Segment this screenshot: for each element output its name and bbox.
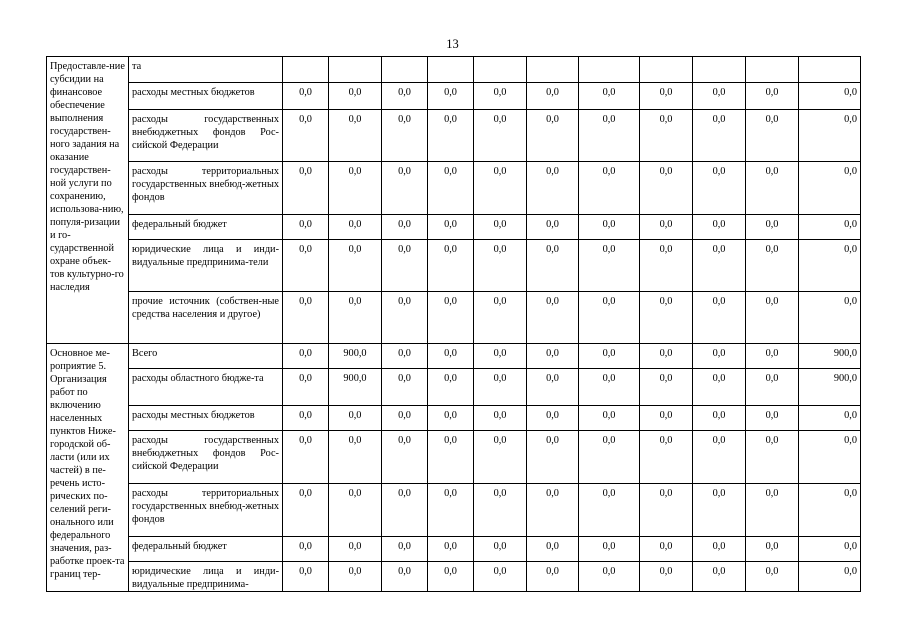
value-cell: 0,0 xyxy=(283,562,329,592)
value-cell xyxy=(693,57,746,83)
table-row xyxy=(47,292,861,344)
value-cell: 0,0 xyxy=(640,215,693,240)
value-cell: 0,0 xyxy=(474,110,527,162)
value-cell: 0,0 xyxy=(428,484,474,537)
table-row xyxy=(47,57,861,83)
activity-name-cell: Предоставле-ние субсидии на финансовое обеспечение выполнения государствен-ного задания на оказание государствен-ной услуги по сохранению, использова-нию, популя-ризации и го-сударственной охране объек-тов культурно-го наследия xyxy=(47,57,129,344)
value-cell: 0,0 xyxy=(428,162,474,215)
value-cell: 0,0 xyxy=(428,406,474,431)
value-cell: 0,0 xyxy=(640,484,693,537)
value-cell: 0,0 xyxy=(579,537,640,562)
table-row xyxy=(47,240,861,292)
value-cell: 0,0 xyxy=(283,431,329,484)
value-cell: 0,0 xyxy=(329,292,382,344)
activity-name-cell: Основное ме-роприятие 5. Организация работ по включению населенных пунктов Ниже-городской об-ласти (или их частей) в пе-речень исто-рических по-селений реги-онального или федерального значения, раз-работке проек-та границ тер- xyxy=(47,344,129,592)
value-cell: 0,0 xyxy=(693,537,746,562)
table-row xyxy=(47,562,861,592)
value-cell: 0,0 xyxy=(329,484,382,537)
value-cell: 0,0 xyxy=(329,431,382,484)
value-cell: 0,0 xyxy=(693,83,746,110)
value-cell: 0,0 xyxy=(746,162,799,215)
value-cell: 0,0 xyxy=(428,292,474,344)
value-cell: 0,0 xyxy=(382,369,428,406)
value-cell: 0,0 xyxy=(693,406,746,431)
value-cell: 0,0 xyxy=(799,406,861,431)
value-cell: 900,0 xyxy=(799,344,861,369)
value-cell: 0,0 xyxy=(329,83,382,110)
value-cell: 0,0 xyxy=(746,344,799,369)
value-cell: 0,0 xyxy=(283,162,329,215)
value-cell: 0,0 xyxy=(474,562,527,592)
value-cell: 0,0 xyxy=(746,110,799,162)
value-cell: 0,0 xyxy=(746,537,799,562)
value-cell: 0,0 xyxy=(474,406,527,431)
value-cell: 0,0 xyxy=(474,431,527,484)
value-cell: 0,0 xyxy=(428,537,474,562)
table-row xyxy=(47,215,861,240)
table-row xyxy=(47,162,861,215)
value-cell: 0,0 xyxy=(799,162,861,215)
page-number: 13 xyxy=(446,37,459,51)
value-cell: 0,0 xyxy=(693,484,746,537)
value-cell xyxy=(799,57,861,83)
value-cell: 0,0 xyxy=(640,83,693,110)
value-cell: 0,0 xyxy=(746,484,799,537)
value-cell: 0,0 xyxy=(799,292,861,344)
value-cell: 0,0 xyxy=(428,431,474,484)
value-cell: 0,0 xyxy=(746,240,799,292)
value-cell: 0,0 xyxy=(799,484,861,537)
value-cell: 0,0 xyxy=(474,83,527,110)
funding-table xyxy=(46,56,861,592)
value-cell: 0,0 xyxy=(527,240,579,292)
funding-source-cell: юридические лица и инди-видуальные предпринима-тели xyxy=(129,240,283,292)
value-cell: 0,0 xyxy=(474,292,527,344)
value-cell: 0,0 xyxy=(283,369,329,406)
value-cell: 0,0 xyxy=(474,369,527,406)
table-row xyxy=(47,110,861,162)
value-cell: 0,0 xyxy=(329,562,382,592)
value-cell: 0,0 xyxy=(693,162,746,215)
value-cell: 0,0 xyxy=(382,110,428,162)
value-cell: 0,0 xyxy=(474,344,527,369)
value-cell: 0,0 xyxy=(382,344,428,369)
value-cell: 0,0 xyxy=(746,431,799,484)
value-cell: 0,0 xyxy=(640,110,693,162)
value-cell: 0,0 xyxy=(746,215,799,240)
funding-source-cell: расходы областного бюдже-та xyxy=(129,369,283,406)
value-cell: 0,0 xyxy=(640,240,693,292)
value-cell: 0,0 xyxy=(382,162,428,215)
value-cell: 0,0 xyxy=(640,537,693,562)
value-cell: 0,0 xyxy=(527,292,579,344)
value-cell: 0,0 xyxy=(579,110,640,162)
value-cell: 0,0 xyxy=(693,215,746,240)
value-cell: 0,0 xyxy=(799,83,861,110)
value-cell: 0,0 xyxy=(382,215,428,240)
value-cell: 0,0 xyxy=(329,406,382,431)
value-cell: 900,0 xyxy=(799,369,861,406)
funding-source-cell: расходы местных бюджетов xyxy=(129,83,283,110)
table-row xyxy=(47,406,861,431)
value-cell: 0,0 xyxy=(527,562,579,592)
funding-source-cell: федеральный бюджет xyxy=(129,215,283,240)
value-cell: 0,0 xyxy=(746,562,799,592)
table-row xyxy=(47,484,861,537)
funding-source-cell: та xyxy=(129,57,283,83)
value-cell: 0,0 xyxy=(382,562,428,592)
value-cell: 0,0 xyxy=(428,240,474,292)
value-cell: 0,0 xyxy=(799,537,861,562)
value-cell: 0,0 xyxy=(283,83,329,110)
value-cell: 0,0 xyxy=(474,537,527,562)
value-cell xyxy=(382,57,428,83)
value-cell: 900,0 xyxy=(329,369,382,406)
value-cell: 0,0 xyxy=(693,344,746,369)
value-cell: 0,0 xyxy=(527,162,579,215)
value-cell: 0,0 xyxy=(329,240,382,292)
value-cell: 0,0 xyxy=(799,562,861,592)
value-cell: 0,0 xyxy=(527,431,579,484)
table-row xyxy=(47,369,861,406)
funding-source-cell: расходы местных бюджетов xyxy=(129,406,283,431)
value-cell: 0,0 xyxy=(693,431,746,484)
value-cell: 0,0 xyxy=(640,562,693,592)
value-cell: 0,0 xyxy=(382,292,428,344)
value-cell: 0,0 xyxy=(579,215,640,240)
table-row xyxy=(47,431,861,484)
value-cell: 0,0 xyxy=(428,344,474,369)
funding-source-cell: федеральный бюджет xyxy=(129,537,283,562)
value-cell: 0,0 xyxy=(283,484,329,537)
value-cell: 0,0 xyxy=(579,484,640,537)
value-cell: 0,0 xyxy=(474,240,527,292)
value-cell: 0,0 xyxy=(640,162,693,215)
value-cell: 0,0 xyxy=(382,83,428,110)
value-cell: 0,0 xyxy=(799,215,861,240)
funding-source-cell: Всего xyxy=(129,344,283,369)
value-cell: 0,0 xyxy=(746,292,799,344)
value-cell: 0,0 xyxy=(283,344,329,369)
value-cell xyxy=(329,57,382,83)
value-cell: 0,0 xyxy=(329,162,382,215)
value-cell xyxy=(640,57,693,83)
value-cell xyxy=(579,57,640,83)
value-cell: 0,0 xyxy=(527,110,579,162)
value-cell: 0,0 xyxy=(382,240,428,292)
value-cell: 0,0 xyxy=(527,537,579,562)
funding-source-cell: юридические лица и инди-видуальные предпринима- xyxy=(129,562,283,592)
value-cell xyxy=(283,57,329,83)
value-cell: 0,0 xyxy=(746,369,799,406)
value-cell: 0,0 xyxy=(428,369,474,406)
value-cell: 0,0 xyxy=(474,215,527,240)
value-cell: 0,0 xyxy=(474,484,527,537)
value-cell: 0,0 xyxy=(283,240,329,292)
value-cell: 0,0 xyxy=(283,110,329,162)
value-cell: 0,0 xyxy=(527,406,579,431)
value-cell: 0,0 xyxy=(640,406,693,431)
value-cell: 0,0 xyxy=(283,215,329,240)
value-cell: 0,0 xyxy=(283,537,329,562)
value-cell: 0,0 xyxy=(382,484,428,537)
value-cell: 0,0 xyxy=(527,484,579,537)
value-cell: 0,0 xyxy=(693,369,746,406)
value-cell: 0,0 xyxy=(428,215,474,240)
value-cell: 0,0 xyxy=(382,537,428,562)
value-cell: 0,0 xyxy=(579,240,640,292)
value-cell: 0,0 xyxy=(428,83,474,110)
value-cell: 0,0 xyxy=(693,110,746,162)
table-row xyxy=(47,537,861,562)
value-cell: 900,0 xyxy=(329,344,382,369)
value-cell: 0,0 xyxy=(329,110,382,162)
value-cell: 0,0 xyxy=(693,292,746,344)
value-cell: 0,0 xyxy=(693,562,746,592)
value-cell: 0,0 xyxy=(527,215,579,240)
value-cell: 0,0 xyxy=(579,344,640,369)
funding-source-cell: расходы территориальных государственных внебюд-жетных фондов xyxy=(129,162,283,215)
value-cell: 0,0 xyxy=(693,240,746,292)
value-cell: 0,0 xyxy=(527,344,579,369)
value-cell xyxy=(474,57,527,83)
funding-source-cell: расходы территориальных государственных внебюд-жетных фондов xyxy=(129,484,283,537)
value-cell: 0,0 xyxy=(799,240,861,292)
value-cell: 0,0 xyxy=(329,537,382,562)
funding-source-cell: расходы государственных внебюджетных фондов Рос-сийской Федерации xyxy=(129,110,283,162)
value-cell: 0,0 xyxy=(640,292,693,344)
value-cell: 0,0 xyxy=(527,369,579,406)
value-cell: 0,0 xyxy=(329,215,382,240)
funding-source-cell: расходы государственных внебюджетных фондов Рос-сийской Федерации xyxy=(129,431,283,484)
value-cell: 0,0 xyxy=(746,83,799,110)
value-cell xyxy=(527,57,579,83)
value-cell: 0,0 xyxy=(799,431,861,484)
value-cell: 0,0 xyxy=(799,110,861,162)
value-cell: 0,0 xyxy=(579,406,640,431)
value-cell: 0,0 xyxy=(746,406,799,431)
value-cell: 0,0 xyxy=(474,162,527,215)
value-cell: 0,0 xyxy=(428,110,474,162)
value-cell: 0,0 xyxy=(527,83,579,110)
value-cell xyxy=(428,57,474,83)
value-cell: 0,0 xyxy=(579,292,640,344)
value-cell: 0,0 xyxy=(283,406,329,431)
value-cell: 0,0 xyxy=(579,562,640,592)
value-cell: 0,0 xyxy=(640,431,693,484)
value-cell: 0,0 xyxy=(640,344,693,369)
value-cell: 0,0 xyxy=(382,431,428,484)
value-cell: 0,0 xyxy=(428,562,474,592)
value-cell: 0,0 xyxy=(382,406,428,431)
value-cell: 0,0 xyxy=(579,162,640,215)
value-cell: 0,0 xyxy=(579,83,640,110)
table-row xyxy=(47,83,861,110)
value-cell: 0,0 xyxy=(579,369,640,406)
funding-source-cell: прочие источник (собствен-ные средства населения и другое) xyxy=(129,292,283,344)
value-cell: 0,0 xyxy=(283,292,329,344)
value-cell xyxy=(746,57,799,83)
value-cell: 0,0 xyxy=(640,369,693,406)
value-cell: 0,0 xyxy=(579,431,640,484)
table-row xyxy=(47,344,861,369)
